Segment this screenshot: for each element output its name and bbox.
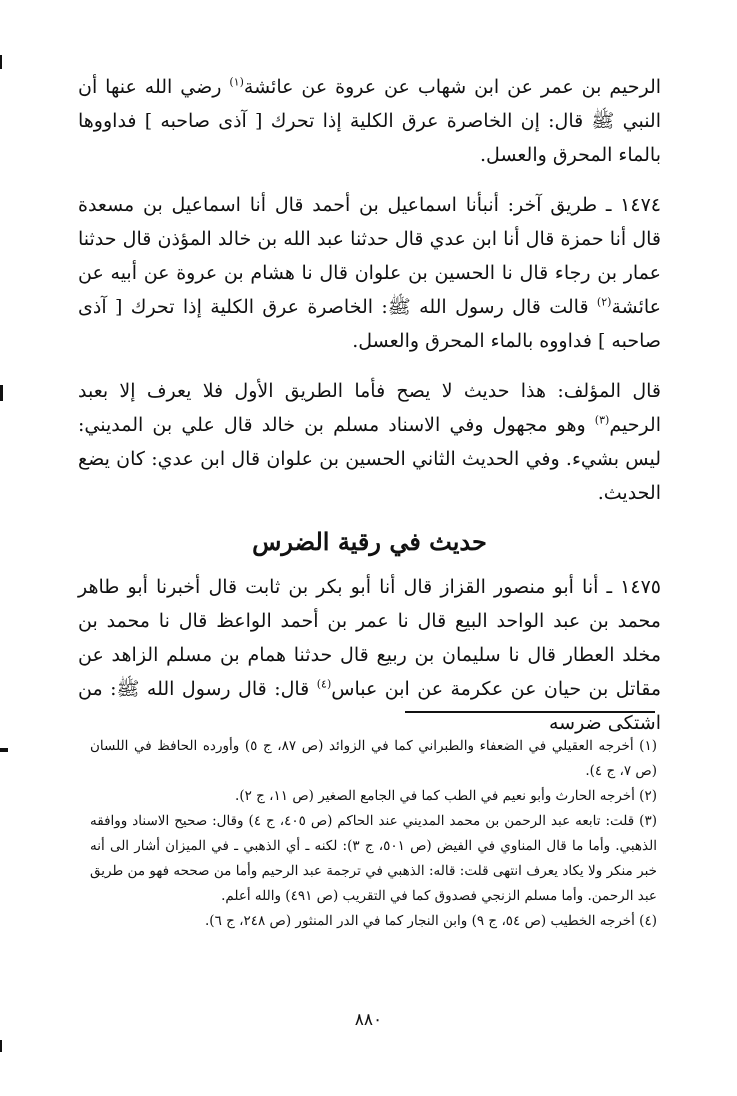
footnote-ref-3: (٣) — [594, 413, 610, 427]
paragraph-1-text-b: رضي الله عنها أن النبي ﷺ قال: إن الخاصرة عرق الكلية إذا تحرك [ آذى صاحبه ] فداووها بالماء المحرق والعسل. — [78, 76, 661, 166]
scan-edge-mark-top — [0, 55, 2, 69]
page-number: ٨٨٠ — [354, 1010, 383, 1030]
paragraph-4 — [78, 570, 661, 740]
footnote-4: (٤) أخرجه الخطيب (ص ٥٤، ج ٩) وابن النجار كما في الدر المنثور (ص ٢٤٨، ج ٦). — [205, 913, 657, 929]
footnotes — [90, 734, 657, 934]
footnote-separator — [405, 711, 655, 713]
main-text — [78, 70, 661, 740]
footnote-ref-1: (١) — [229, 75, 244, 89]
footnote-2: (٢) أخرجه الحارث وأبو نعيم في الطب كما في الجامع الصغير (ص ١١، ج ٢). — [235, 788, 657, 804]
scan-edge-mark-bottom — [0, 1040, 2, 1052]
paragraph-2-text-a: ١٤٧٤ ـ طريق آخر: أنبأنا اسماعيل بن أحمد قال أنا اسماعيل بن مسعدة قال أنا حمزة قال أنا ابن عدي قال حدثنا عبد الله بن خالد المؤذن قال حدثنا عمار بن رجاء قال نا الحسين بن علوان قال نا هشام بن عروة عن أبيه عن عائشة — [78, 194, 661, 318]
scan-edge-mark-lower — [0, 748, 8, 752]
section-heading: حديث في رقية الضرس — [252, 527, 487, 556]
footnote-1: (١) أخرجه العقيلي في الضعفاء والطبراني كما في الزوائد (ص ٨٧، ج ٥) وأورده الحافظ في اللسان (ص ٧، ج ٤). — [90, 738, 657, 779]
paragraph-2 — [78, 188, 661, 358]
footnote-ref-4: (٤) — [316, 677, 332, 691]
paragraph-2-text-b: قالت قال رسول الله ﷺ: الخاصرة عرق الكلية إذا تحرك [ آذى صاحبه ] فداووه بالماء المحرق والعسل. — [78, 296, 661, 352]
paragraph-3-text-a: قال المؤلف: هذا حديث لا يصح فأما الطريق الأول فلا يعرف إلا بعبد الرحيم — [78, 380, 661, 436]
paragraph-3-text-b: وهو مجهول وفي الاسناد مسلم بن خالد قال علي بن المديني: ليس بشيء. وفي الحديث الثاني الحسين بن علوان قال ابن عدي: كان يضع الحديث. — [78, 414, 661, 504]
footnote-ref-2: (٢) — [596, 295, 612, 309]
paragraph-3 — [78, 374, 661, 510]
paragraph-4-text-b: قال: قال رسول الله ﷺ: من اشتكى ضرسه — [78, 678, 661, 734]
footnote-3: (٣) قلت: تابعه عبد الرحمن بن محمد المديني عند الحاكم (ص ٤٠٥، ج ٤) وقال: صحيح الاسناد ووافقه الذهبي. وأما ما قال المناوي في الفيض (ص ٥٠١، ج ٣): لكنه ـ أي الذهبي ـ في الميزان أشار الى أنه خبر منكر ولا يكاد يعرف انتهى قلت: قاله: الذهبي في ترجمة عبد الرحيم وأما من صححه فهو من طريق عبد الرحمن. وأما مسلم الزنجي فصدوق كما في التقريب (ص ٤٩١) والله أعلم. — [90, 813, 657, 904]
paragraph-1 — [78, 70, 661, 172]
scan-edge-mark-middle — [0, 385, 3, 401]
paragraph-1-text-a: الرحيم بن عمر عن ابن شهاب عن عروة عن عائشة — [243, 76, 662, 98]
paragraph-4-text-a: ١٤٧٥ ـ أنا أبو منصور القزاز قال أنا أبو بكر بن ثابت قال أخبرنا أبو طاهر محمد بن عبد الواحد البيع قال نا عمر بن أحمد الواعظ قال نا محمد بن مخلد العطار قال نا سليمان بن ربيع قال حدثنا همام بن مسلم الزاهد عن مقاتل بن حيان عن عكرمة عن ابن عباس — [78, 576, 661, 700]
